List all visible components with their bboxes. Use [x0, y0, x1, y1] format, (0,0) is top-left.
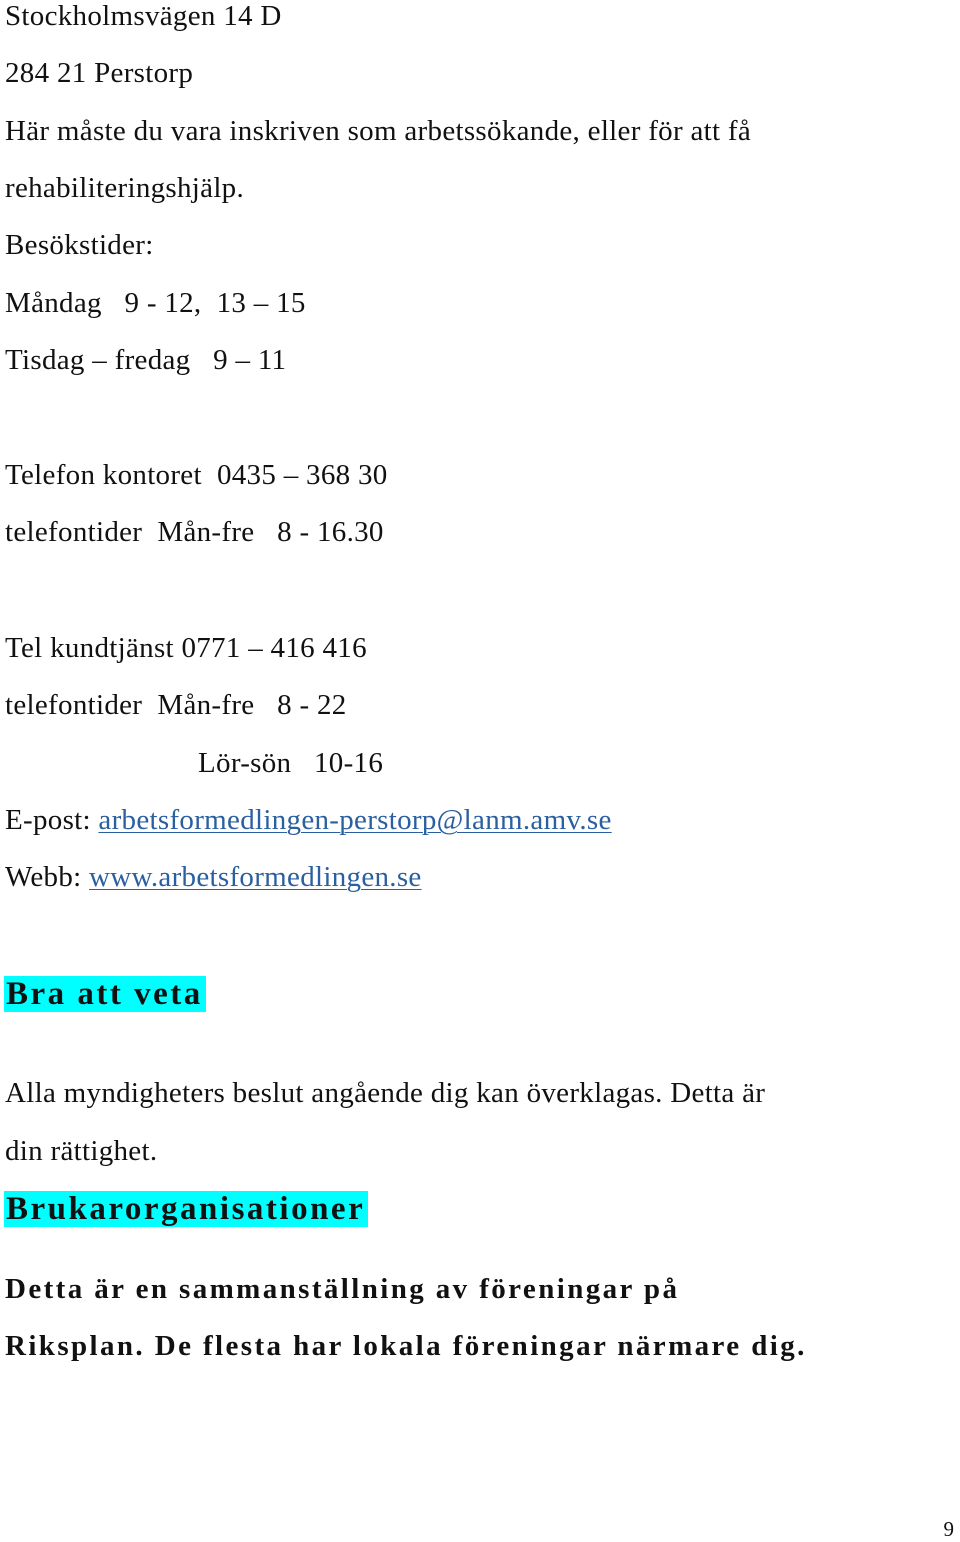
email-label: E-post: [5, 804, 99, 836]
web-link[interactable]: www.arbetsformedlingen.se [89, 861, 422, 893]
customer-service-hours-weekday: telefontider Mån-fre 8 - 22 [5, 689, 347, 721]
web-label: Webb: [5, 861, 90, 893]
page-number: 9 [943, 1517, 954, 1541]
customer-service-phone: Tel kundtjänst 0771 – 416 416 [5, 632, 367, 664]
visiting-hours-title: Besökstider: [5, 229, 154, 261]
heading-brukarorganisationer [4, 1188, 368, 1230]
address-street: Stockholmsvägen 14 D [5, 0, 282, 32]
organisations-intro-line-2: Riksplan. De flesta har lokala föreningar närmare dig. [5, 1330, 807, 1362]
heading-brukarorganisationer-text: Brukarorganisationer [4, 1191, 368, 1227]
heading-bra-att-veta [4, 973, 206, 1015]
office-phone: Telefon kontoret 0435 – 368 30 [5, 459, 388, 491]
customer-service-hours-weekend: Lör-sön 10-16 [198, 747, 384, 779]
note-line-2: rehabiliteringshjälp. [5, 172, 245, 204]
email-row [5, 800, 612, 840]
appeal-line-2: din rättighet. [5, 1135, 158, 1167]
visiting-hours-monday: Måndag 9 - 12, 13 – 15 [5, 287, 306, 319]
organisations-intro-line-1: Detta är en sammanställning av föreningar på [5, 1273, 680, 1305]
web-row [5, 857, 422, 897]
note-line-1: Här måste du vara inskriven som arbetssökande, eller för att få [5, 115, 752, 147]
appeal-line-1: Alla myndigheters beslut angående dig kan överklagas. Detta är [5, 1077, 766, 1109]
email-link[interactable]: arbetsformedlingen-perstorp@lanm.amv.se [98, 804, 612, 836]
visiting-hours-tue-fri: Tisdag – fredag 9 – 11 [5, 344, 287, 376]
heading-bra-att-veta-text: Bra att veta [4, 976, 206, 1012]
office-phone-hours: telefontider Mån-fre 8 - 16.30 [5, 516, 384, 548]
address-postal: 284 21 Perstorp [5, 57, 194, 89]
